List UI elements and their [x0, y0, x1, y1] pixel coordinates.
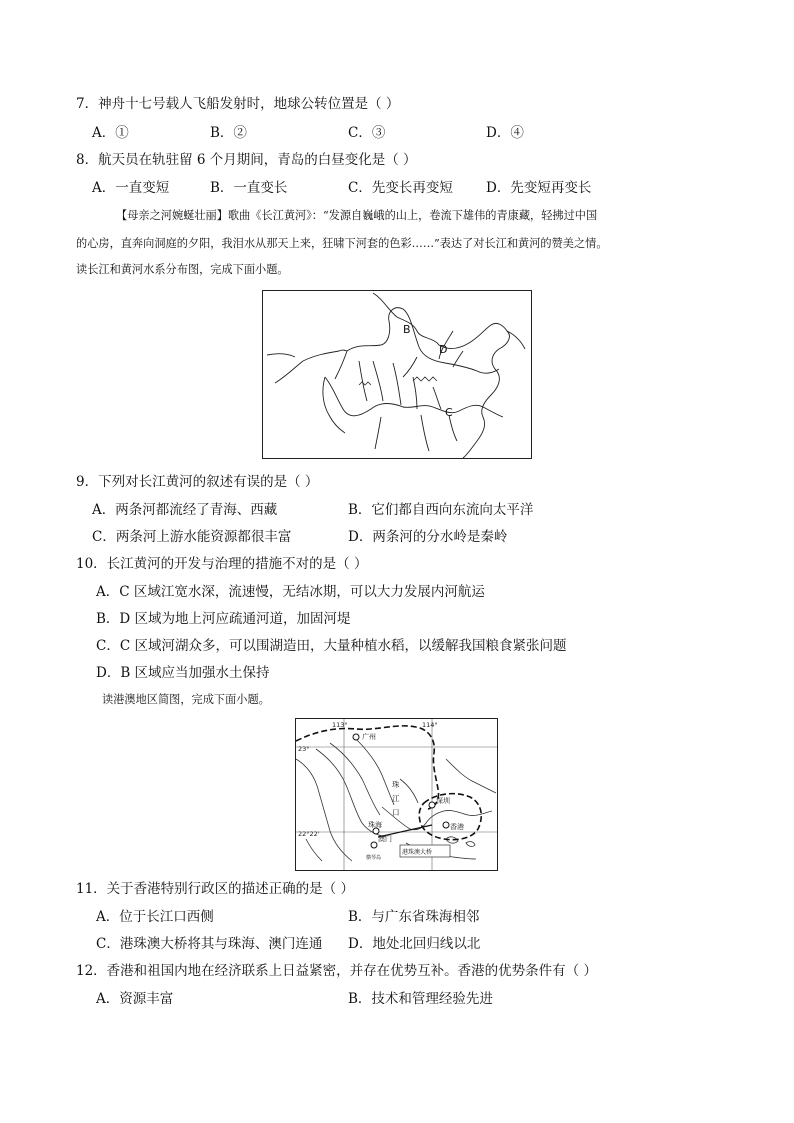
label-b: B: [403, 323, 411, 336]
river-map-drawing: [263, 291, 531, 458]
lat-22-label: 22°22': [298, 830, 320, 838]
q8-option-a: A．一直变短: [92, 180, 170, 196]
shenzhen-label: 深圳: [436, 797, 450, 805]
question-8-stem: 8．航天员在轨驻留 6 个月期间，青岛的白昼变化是（ ）: [76, 152, 417, 168]
q10-option-d: D．B 区域应当加强水土保持: [96, 665, 270, 681]
intro-1-line-1: 【母亲之河婉蜒壮丽】歌曲《长江黄河》：“发源自巍峨的山上，卷流下雄伟的青康藏，轻拂过中国: [116, 209, 598, 222]
lat-23-label: 23°: [298, 745, 310, 753]
q7-option-b: B．②: [210, 125, 247, 141]
question-10-stem: 10．长江黄河的开发与治理的措施不对的是（ ）: [76, 556, 368, 572]
yangtze-yellow-river-map: [262, 290, 532, 459]
q7-option-c: C．③: [348, 125, 386, 141]
q10-option-b: B．D 区域为地上河应疏通河道，加固河堤: [96, 611, 351, 627]
lon-114-label: 114°: [422, 721, 438, 729]
question-7-stem: 7．神舟十七号载人飞船发射时，地球公转位置是（ ）: [76, 96, 400, 112]
q11-option-b: B．与广东省珠海相邻: [348, 909, 480, 925]
zhu-label: 珠: [392, 780, 400, 789]
macau-label: 澳门: [378, 835, 392, 843]
q7-option-a: A．①: [92, 125, 129, 141]
hengqin-label: 横琴岛: [366, 855, 382, 861]
zhuhai-label: 珠海: [368, 821, 382, 829]
q12-option-b: B．技术和管理经验先进: [348, 991, 493, 1007]
intro-1-line-3: 读长江和黄河水系分布图，完成下面小题。: [76, 263, 289, 276]
q12-option-a: A．资源丰富: [96, 991, 174, 1007]
hongkong-label: 香港: [450, 823, 464, 831]
q9-option-a: A．两条河都流经了青海、西藏: [92, 502, 278, 518]
q11-option-d: D．地处北回归线以北: [348, 936, 481, 952]
question-9-stem: 9．下列对长江黄河的叙述有误的是（ ）: [76, 474, 319, 490]
q8-option-b: B．一直变长: [210, 180, 288, 196]
intro-1-line-2: 的心房，直奔向洞庭的夕阳，我泪水从那天上来，狂啸下河套的色彩……”表达了对长江和黄河的赞美之情。: [76, 237, 608, 250]
q8-option-c: C．先变长再变短: [348, 180, 453, 196]
q7-option-d: D．④: [486, 125, 524, 141]
q9-option-c: C．两条河上游水能资源都很丰富: [92, 529, 292, 545]
jiang-label: 江: [392, 794, 400, 803]
label-c: C: [445, 406, 453, 419]
guangzhou-label: 广州: [362, 733, 376, 741]
q8-option-d: D．先变短再变长: [486, 180, 592, 196]
question-12-stem: 12．香港和祖国内地在经济联系上日益紧密，并存在优势互补。香港的优势条件有（ ）: [76, 963, 597, 979]
intro-2: 读港澳地区简图，完成下面小题。: [102, 693, 270, 706]
label-d: D: [439, 343, 448, 356]
q10-option-c: C．C 区域河湖众多，可以围湖造田，大量种植水稻，以缓解我国粮食紧张问题: [96, 638, 567, 654]
q11-option-a: A．位于长江口西侧: [96, 909, 214, 925]
lon-113-label: 113°: [332, 721, 348, 729]
hk-macau-drawing: [296, 719, 497, 870]
hk-macau-map: [295, 718, 498, 871]
q11-option-c: C．港珠澳大桥将其与珠海、澳门连通: [96, 936, 323, 952]
hzm-bridge-label: 港珠澳大桥: [402, 849, 433, 856]
kou-label: 口: [392, 808, 400, 817]
q10-option-a: A．C 区域江宽水深，流速慢，无结冰期，可以大力发展内河航运: [96, 584, 485, 600]
q9-option-b: B．它们都自西向东流向太平洋: [348, 502, 534, 518]
q9-option-d: D．两条河的分水岭是秦岭: [348, 529, 508, 545]
question-11-stem: 11．关于香港特别行政区的描述正确的是（ ）: [76, 881, 354, 897]
